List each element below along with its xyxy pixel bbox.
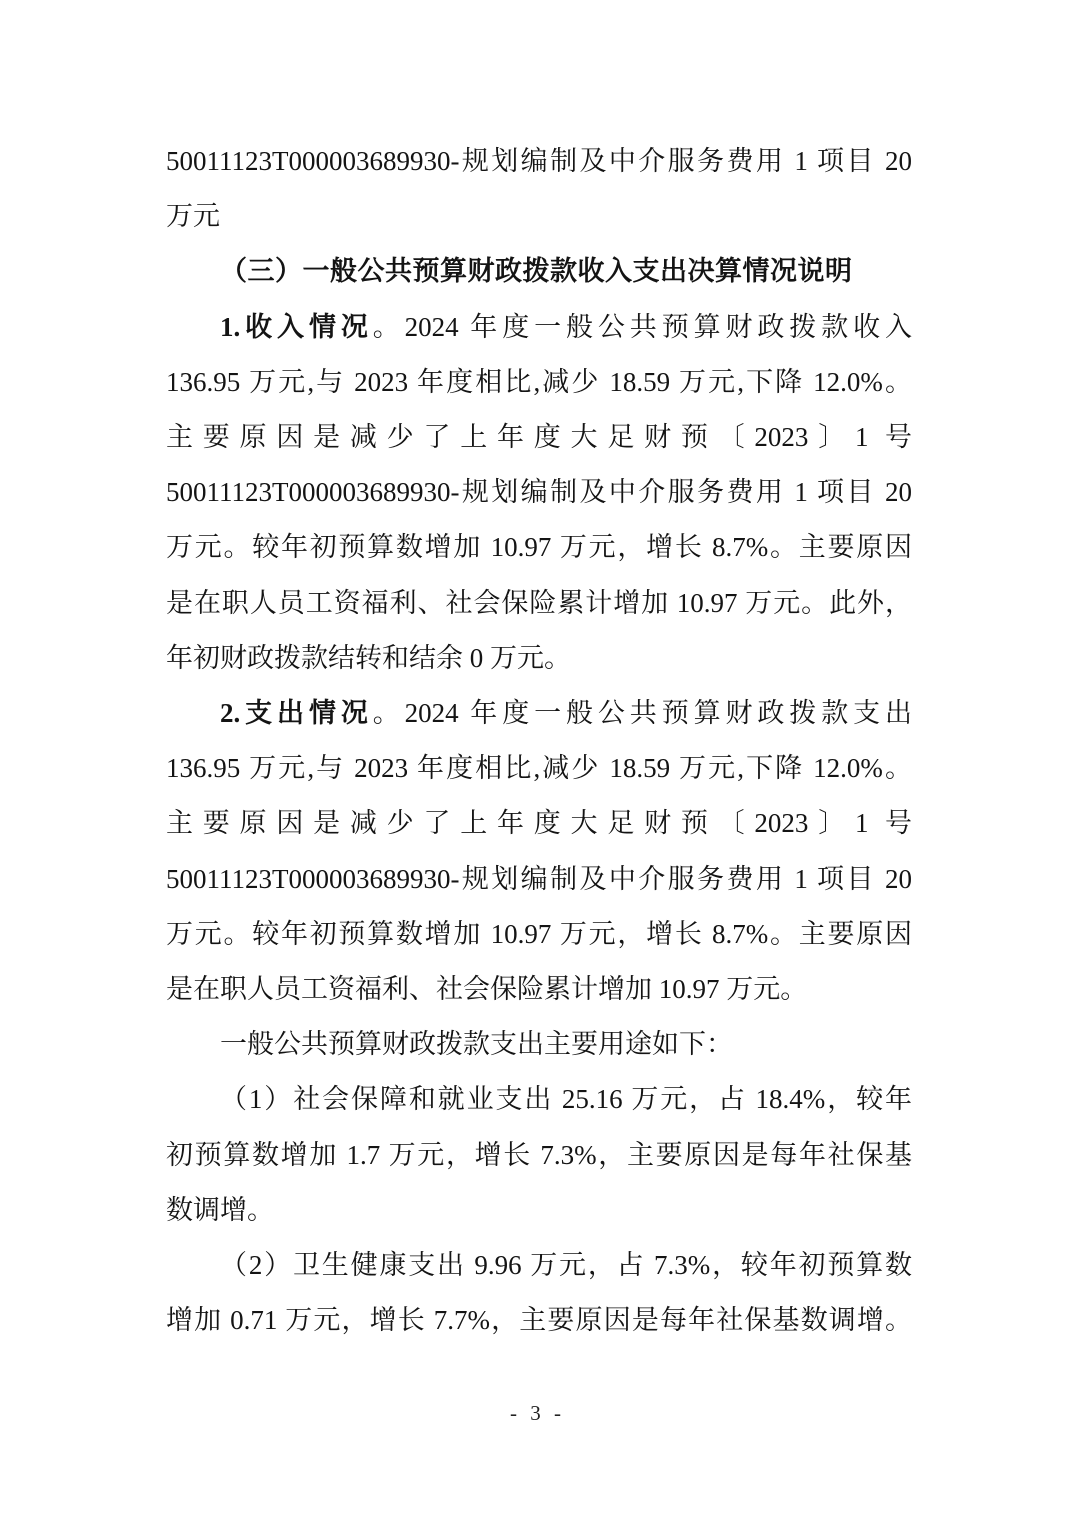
text-line: 万元。较年初预算数增加 10.97 万元，增长 8.7%。主要原因 <box>166 532 912 563</box>
text-line: 万元 <box>166 201 220 232</box>
text-line: 136.95 万元,与 2023 年度相比,减少 18.59 万元,下降 12.0%。 <box>166 366 912 397</box>
text-run: 。2024 年度一般公共预算财政拨款收入 <box>372 311 912 342</box>
text-line: 主要原因是减少了上年度大足财预〔2023〕1 号 <box>166 422 912 453</box>
text-run: 。2024 年度一般公共预算财政拨款支出 <box>372 698 912 729</box>
text-line: 增加 0.71 万元，增长 7.7%，主要原因是每年社保基数调增。 <box>166 1305 912 1336</box>
text-line: 是在职人员工资福利、社会保险累计增加 10.97 万元。 <box>166 974 808 1005</box>
text-line: 万元。较年初预算数增加 10.97 万元，增长 8.7%。主要原因 <box>166 918 912 949</box>
text-line <box>166 686 912 741</box>
text-line: 年初财政拨款结转和结余 0 万元。 <box>166 642 571 673</box>
text-line: 一般公共预算财政拨款支出主要用途如下： <box>220 1029 733 1060</box>
subsection-label: 1.收入情况 <box>220 311 373 342</box>
text-line: （1）社会保障和就业支出 25.16 万元，占 18.4%，较年 <box>220 1084 912 1115</box>
page-number: - 3 - <box>510 1401 565 1425</box>
text-line: 50011123T000003689930-规划编制及中介服务费用 1 项目 20 <box>166 146 912 176</box>
section-heading: （三）一般公共预算财政拨款收入支出决算情况说明 <box>220 256 853 287</box>
text-line: 初预算数增加 1.7 万元，增长 7.3%，主要原因是每年社保基 <box>166 1139 912 1170</box>
text-line <box>166 300 912 355</box>
text-line: （2）卫生健康支出 9.96 万元，占 7.3%，较年初预算数 <box>220 1250 912 1281</box>
text-line: 数调增。 <box>166 1194 274 1225</box>
text-line: 是在职人员工资福利、社会保险累计增加 10.97 万元。此外， <box>166 587 912 618</box>
text-line: 136.95 万元,与 2023 年度相比,减少 18.59 万元,下降 12.0%。 <box>166 753 912 784</box>
text-line: 主要原因是减少了上年度大足财预〔2023〕1 号 <box>166 808 912 839</box>
subsection-label: 2.支出情况 <box>220 698 373 729</box>
text-line: 50011123T000003689930-规划编制及中介服务费用 1 项目 20 <box>166 477 912 508</box>
document-body <box>166 134 912 1348</box>
text-line: 50011123T000003689930-规划编制及中介服务费用 1 项目 20 <box>166 863 912 894</box>
